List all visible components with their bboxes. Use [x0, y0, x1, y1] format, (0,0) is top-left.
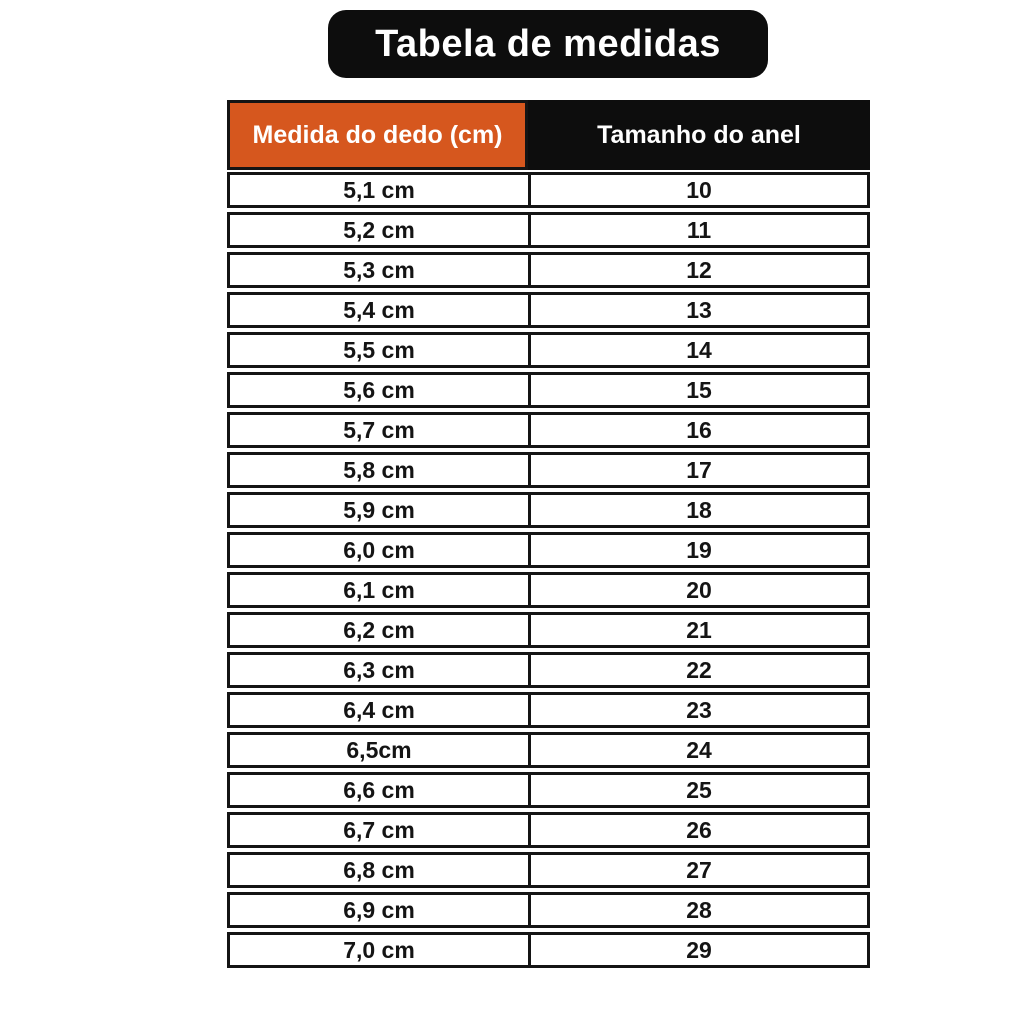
ring-size-cell: 18	[686, 496, 712, 523]
table-row	[227, 292, 870, 328]
table-row	[227, 612, 870, 648]
finger-measure-cell: 5,2 cm	[230, 215, 531, 245]
table-row	[227, 852, 870, 888]
title-badge	[328, 10, 768, 78]
finger-measure-cell: 6,5cm	[230, 735, 531, 765]
ring-size-cell: 10	[686, 176, 712, 203]
ring-size-cell: 11	[686, 216, 712, 243]
ring-size-cell: 21	[686, 616, 712, 643]
finger-measure-cell: 5,3 cm	[230, 255, 531, 285]
ring-size-cell: 24	[686, 736, 712, 763]
table-row	[227, 572, 870, 608]
finger-measure-cell: 5,8 cm	[230, 455, 531, 485]
table-row	[227, 692, 870, 728]
size-table	[227, 100, 870, 972]
table-body	[227, 172, 870, 968]
header-ring-size: Tamanho do anel	[528, 100, 870, 170]
ring-size-cell: 27	[686, 856, 712, 883]
table-row	[227, 492, 870, 528]
finger-measure-cell: 6,3 cm	[230, 655, 531, 685]
header-finger-measure: Medida do dedo (cm)	[227, 100, 528, 170]
ring-size-cell: 13	[686, 296, 712, 323]
ring-size-cell: 16	[686, 416, 712, 443]
table-row	[227, 172, 870, 208]
ring-size-cell: 15	[686, 376, 712, 403]
table-row	[227, 532, 870, 568]
finger-measure-cell: 5,5 cm	[230, 335, 531, 365]
table-row	[227, 892, 870, 928]
table-row	[227, 772, 870, 808]
ring-size-cell: 28	[686, 896, 712, 923]
table-row	[227, 212, 870, 248]
finger-measure-cell: 5,6 cm	[230, 375, 531, 405]
finger-measure-cell: 6,7 cm	[230, 815, 531, 845]
table-row	[227, 372, 870, 408]
finger-measure-cell: 5,7 cm	[230, 415, 531, 445]
table-header-row	[227, 100, 870, 170]
finger-measure-cell: 6,4 cm	[230, 695, 531, 725]
finger-measure-cell: 6,2 cm	[230, 615, 531, 645]
ring-size-cell: 25	[686, 776, 712, 803]
finger-measure-cell: 6,1 cm	[230, 575, 531, 605]
table-row	[227, 252, 870, 288]
table-row	[227, 332, 870, 368]
ring-size-cell: 17	[686, 456, 712, 483]
page-title: Tabela de medidas	[375, 22, 721, 65]
finger-measure-cell: 6,0 cm	[230, 535, 531, 565]
table-row	[227, 412, 870, 448]
table-row	[227, 732, 870, 768]
finger-measure-cell: 5,9 cm	[230, 495, 531, 525]
table-row	[227, 932, 870, 968]
finger-measure-cell: 6,6 cm	[230, 775, 531, 805]
ring-size-cell: 12	[686, 256, 712, 283]
ring-size-cell: 19	[686, 536, 712, 563]
ring-size-cell: 29	[686, 936, 712, 963]
finger-measure-cell: 7,0 cm	[230, 935, 531, 965]
ring-size-cell: 22	[686, 656, 712, 683]
finger-measure-cell: 5,4 cm	[230, 295, 531, 325]
table-row	[227, 652, 870, 688]
table-row	[227, 452, 870, 488]
table-row	[227, 812, 870, 848]
ring-size-cell: 20	[686, 576, 712, 603]
finger-measure-cell: 6,9 cm	[230, 895, 531, 925]
ring-size-cell: 14	[686, 336, 712, 363]
finger-measure-cell: 5,1 cm	[230, 175, 531, 205]
ring-size-cell: 26	[686, 816, 712, 843]
ring-size-cell: 23	[686, 696, 712, 723]
finger-measure-cell: 6,8 cm	[230, 855, 531, 885]
